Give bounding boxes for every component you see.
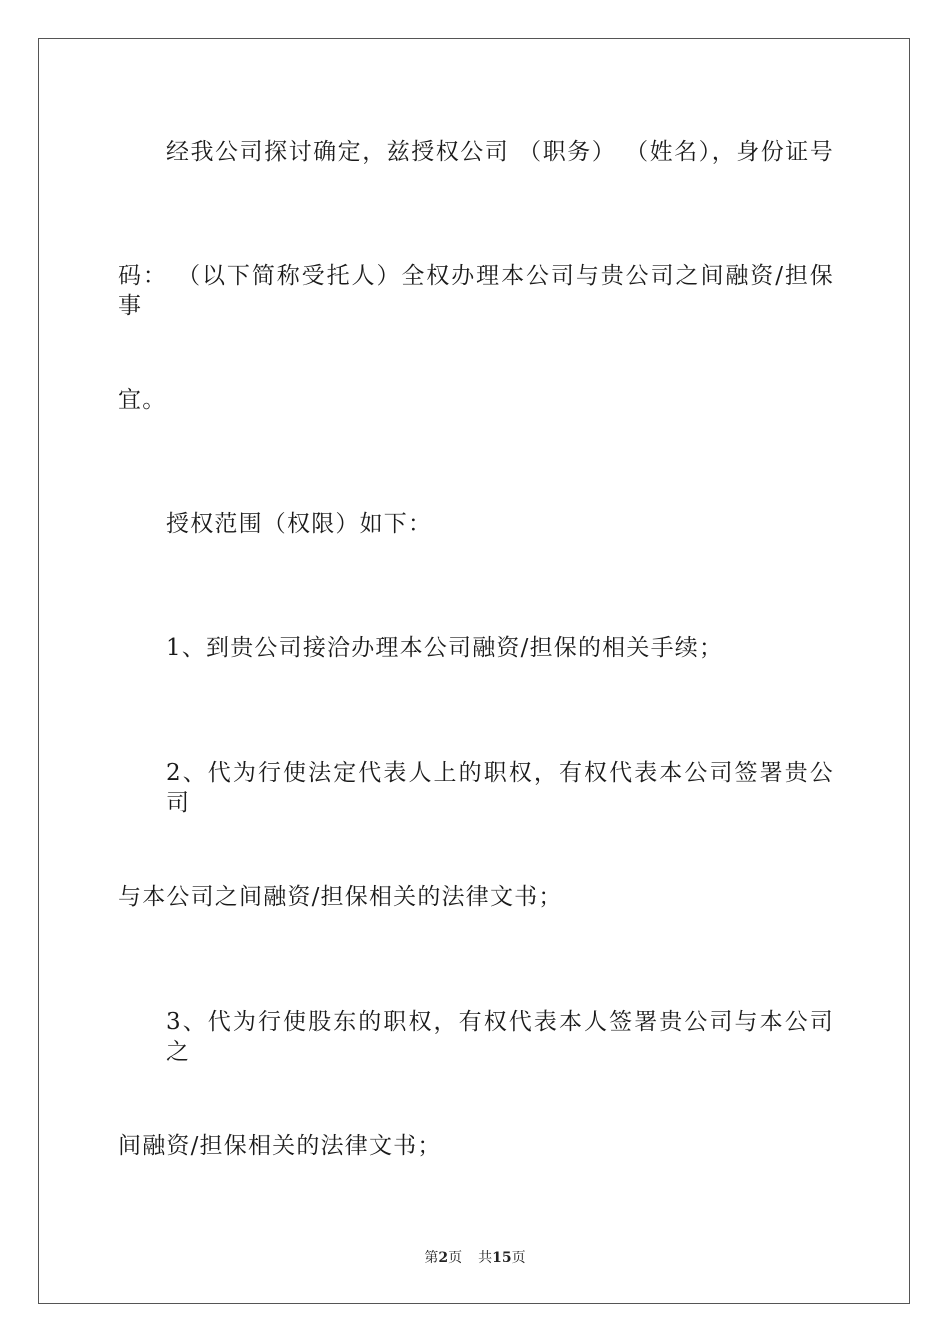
page-frame — [38, 38, 910, 1304]
footer-total-pages: 15 — [492, 1250, 512, 1266]
item1-line: 1、到贵公司接洽办理本公司融资/担保的相关手续； — [166, 635, 724, 661]
paragraph1-line2: 码： （以下简称受托人）全权办理本公司与贵公司之间融资/担保事 — [118, 263, 834, 319]
item2-line1: 2、代为行使法定代表人上的职权，有权代表本公司签署贵公司 — [166, 760, 834, 816]
footer-page-number: 2 — [438, 1250, 449, 1266]
item2-line2: 与本公司之间融资/担保相关的法律文书； — [118, 884, 563, 910]
item3-line1: 3、代为行使股东的职权，有权代表本人签署贵公司与本公司之 — [166, 1009, 834, 1065]
footer-total-suffix: 页 — [511, 1250, 526, 1266]
footer-page-suffix: 页 — [448, 1250, 463, 1266]
footer-total-prefix: 共 — [478, 1250, 493, 1266]
paragraph2-line: 授权范围（权限）如下： — [166, 511, 433, 537]
footer-page-prefix: 第 — [424, 1250, 439, 1266]
paragraph1-line1: 经我公司探讨确定，兹授权公司 （职务） （姓名），身份证号 — [166, 139, 834, 165]
item3-line2: 间融资/担保相关的法律文书； — [118, 1133, 442, 1159]
page-footer — [0, 1247, 950, 1267]
paragraph1-line3: 宜。 — [118, 387, 167, 413]
